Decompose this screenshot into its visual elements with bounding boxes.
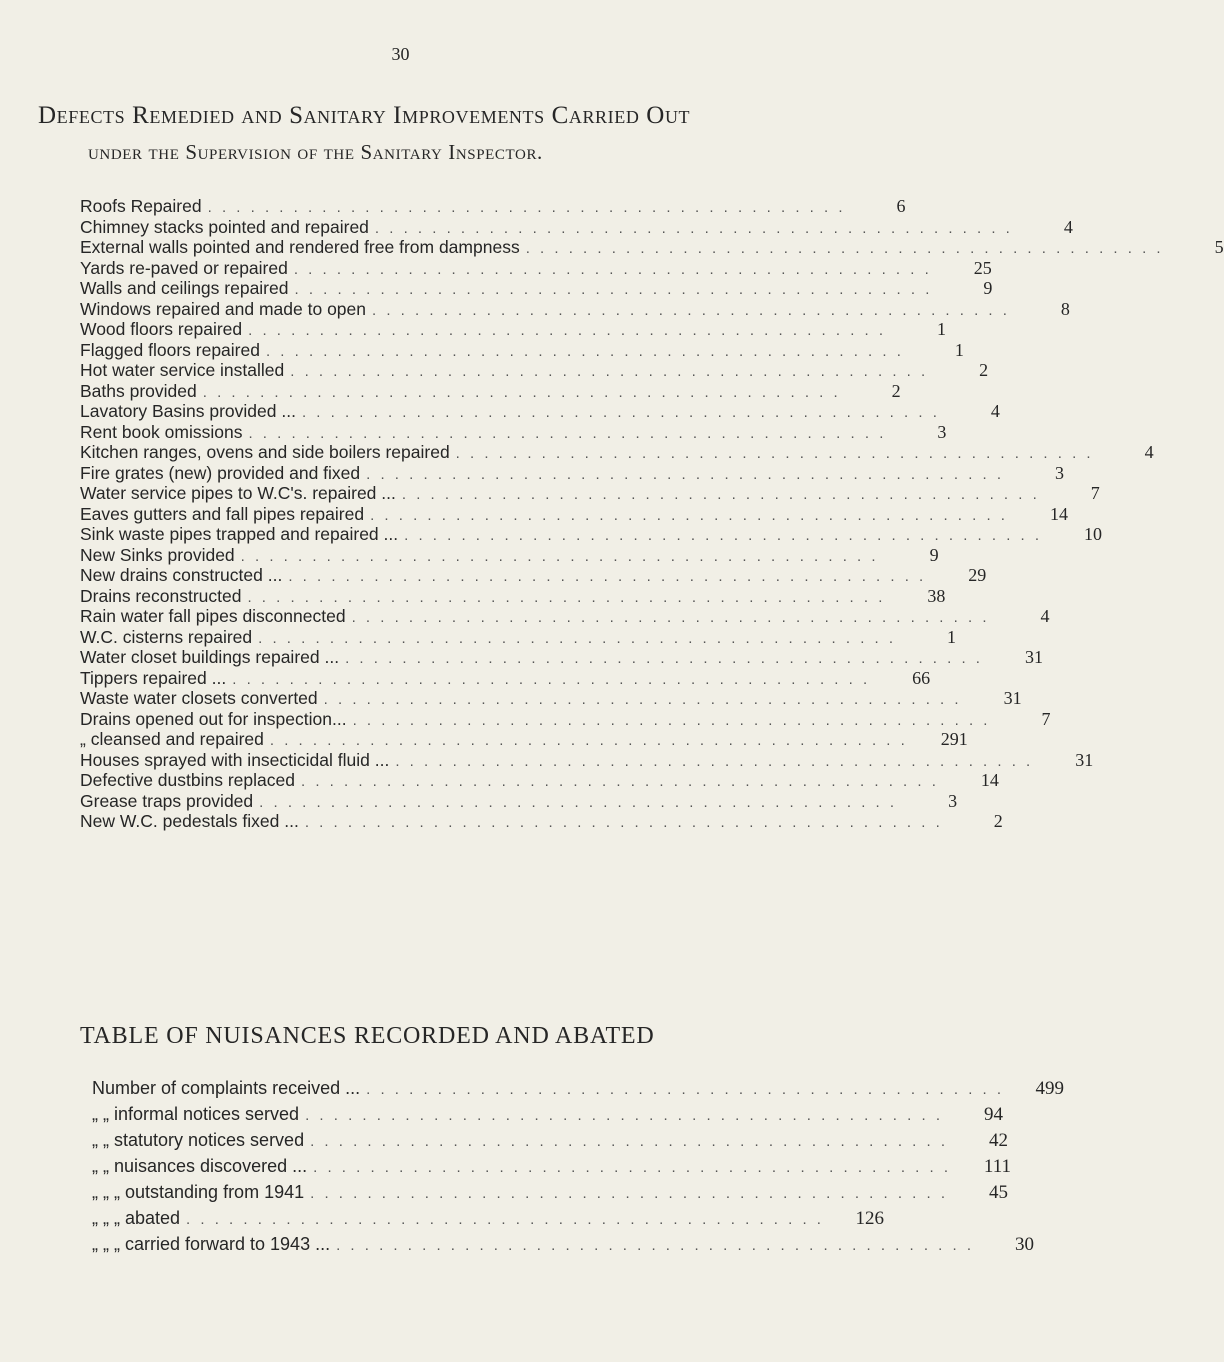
- defect-row-value: 9: [929, 544, 939, 565]
- nuisance-row-label: Number of complaints received ...: [92, 1078, 361, 1098]
- defect-row: [80, 483, 1100, 504]
- dot-leader: . . . . . . . . . . . . . . . . . . . . . . . . . . . . . . . . . . . . . . . . . . . . .: [301, 404, 940, 421]
- dot-leader: . . . . . . . . . . . . . . . . . . . . . . . . . . . . . . . . . . . . . . . . . . . . .: [366, 1081, 1005, 1098]
- defect-row-label: Walls and ceilings repaired: [80, 278, 289, 298]
- defect-row-value: 8: [1060, 298, 1070, 319]
- defect-row-value: 4: [1144, 442, 1154, 462]
- defect-row-value: 7: [1090, 483, 1100, 503]
- defect-row: [80, 421, 947, 443]
- defect-row-value: 3: [1055, 462, 1065, 483]
- defect-row: [80, 708, 1051, 730]
- defect-row-label: Drains reconstructed: [80, 585, 242, 606]
- dot-leader: . . . . . . . . . . . . . . . . . . . . . . . . . . . . . . . . . . . . . . . . . . . . .: [259, 793, 898, 811]
- defect-row-value: 14: [980, 770, 999, 790]
- defect-row: [80, 401, 1000, 422]
- defect-row-label: Eaves gutters and fall pipes repaired: [80, 503, 365, 524]
- nuisance-row: [92, 1075, 1065, 1101]
- defect-row-label: Rent book omissions: [80, 421, 243, 442]
- nuisance-row: [92, 1153, 1012, 1179]
- dot-leader: . . . . . . . . . . . . . . . . . . . . . . . . . . . . . . . . . . . . . . . . . . . . .: [395, 752, 1034, 770]
- defect-row: [80, 196, 906, 217]
- nuisances-table-title: TABLE OF NUISANCES RECORDED AND ABATED: [80, 1023, 655, 1049]
- dot-leader: . . . . . . . . . . . . . . . . . . . . . . . . . . . . . . . . . . . . . . . . . . . . .: [202, 383, 841, 401]
- defect-row-label: Windows repaired and made to open: [80, 298, 367, 319]
- defect-row-value: 14: [1049, 503, 1068, 524]
- defect-row-label: Grease traps provided: [80, 790, 254, 811]
- dot-leader: . . . . . . . . . . . . . . . . . . . . . . . . . . . . . . . . . . . . . . . . . . . . .: [265, 342, 904, 360]
- defect-row: [80, 626, 957, 648]
- defect-row-value: 10: [1084, 524, 1103, 544]
- dot-leader: . . . . . . . . . . . . . . . . . . . . . . . . . . . . . . . . . . . . . . . . . . . . .: [293, 260, 932, 278]
- defect-row-value: 4: [990, 401, 1000, 421]
- defect-row-label: Drains opened out for inspection...: [80, 708, 347, 729]
- defect-row-value: 3: [937, 421, 947, 442]
- defect-row-label: Lavatory Basins provided ...: [80, 401, 296, 421]
- defect-row-label: Water service pipes to W.C's. repaired ...: [80, 483, 396, 503]
- nuisance-row: [92, 1179, 1009, 1205]
- defect-row: [80, 278, 993, 299]
- defect-row-value: 38: [927, 585, 946, 606]
- nuisance-row-value: 42: [989, 1130, 1008, 1151]
- dot-leader: . . . . . . . . . . . . . . . . . . . . . . . . . . . . . . . . . . . . . . . . . . . . .: [290, 363, 929, 380]
- defect-row-label: New Sinks provided: [80, 544, 235, 565]
- dot-leader: . . . . . . . . . . . . . . . . . . . . . . . . . . . . . . . . . . . . . . . . . . . . .: [352, 711, 991, 729]
- nuisance-row-label: „ „ nuisances discovered ...: [92, 1156, 308, 1176]
- defect-row-value: 66: [912, 667, 931, 688]
- nuisance-row-label: „ „ „ carried forward to 1943 ...: [92, 1234, 331, 1254]
- nuisance-row-value: 499: [1035, 1078, 1065, 1099]
- defect-row: [80, 257, 992, 279]
- defect-row-label: Defective dustbins replaced: [80, 770, 295, 790]
- defect-row: [80, 729, 968, 750]
- defect-row-label: Flagged floors repaired: [80, 339, 260, 360]
- nuisance-row: [92, 1205, 884, 1231]
- defect-row-value: 2: [993, 811, 1003, 831]
- section-subheading: under the Supervision of the Sanitary Inspector.: [88, 140, 543, 164]
- dot-leader: . . . . . . . . . . . . . . . . . . . . . . . . . . . . . . . . . . . . . . . . . . . . .: [401, 486, 1040, 503]
- defect-row-label: Water closet buildings repaired ...: [80, 647, 340, 667]
- nuisance-row-value: 94: [983, 1104, 1003, 1125]
- dot-leader: . . . . . . . . . . . . . . . . . . . . . . . . . . . . . . . . . . . . . . . . . . . . .: [300, 773, 939, 790]
- defect-row: [80, 503, 1068, 525]
- defect-row: [80, 770, 999, 791]
- dot-leader: . . . . . . . . . . . . . . . . . . . . . . . . . . . . . . . . . . . . . . . . . . . . .: [455, 445, 1094, 462]
- dot-leader: . . . . . . . . . . . . . . . . . . . . . . . . . . . . . . . . . . . . . . . . . . . . .: [336, 1237, 974, 1254]
- defect-row-value: 31: [1003, 688, 1022, 708]
- defect-row: [80, 606, 1050, 627]
- defect-row-value: 1: [947, 626, 957, 647]
- defect-row: [80, 462, 1065, 484]
- defect-row: [80, 790, 958, 812]
- section-heading: Defects Remedied and Sanitary Improvements Carried Out: [38, 102, 691, 129]
- nuisance-row-value: 111: [983, 1156, 1012, 1177]
- defect-row: [80, 380, 901, 402]
- nuisance-row-label: „ „ „ outstanding from 1941: [92, 1182, 305, 1202]
- defect-row-value: 6: [896, 196, 906, 216]
- dot-leader: . . . . . . . . . . . . . . . . . . . . . . . . . . . . . . . . . . . . . . . . . . . . .: [372, 301, 1010, 319]
- defect-row: [80, 216, 1073, 238]
- dot-leader: . . . . . . . . . . . . . . . . . . . . . . . . . . . . . . . . . . . . . . . . . . . . .: [370, 506, 1008, 524]
- defect-row: [80, 544, 939, 566]
- dot-leader: . . . . . . . . . . . . . . . . . . . . . . . . . . . . . . . . . . . . . . . . . . . . .: [345, 650, 983, 667]
- defect-row: [80, 524, 1103, 545]
- dot-leader: . . . . . . . . . . . . . . . . . . . . . . . . . . . . . . . . . . . . . . . . . . . . .: [310, 1133, 948, 1150]
- defect-row-label: New W.C. pedestals fixed ...: [80, 811, 299, 831]
- nuisance-row-value: 45: [989, 1182, 1009, 1203]
- defect-row-value: 7: [1041, 708, 1051, 729]
- defect-row: [80, 565, 987, 586]
- nuisances-list: [92, 1075, 1065, 1257]
- defect-row-value: 291: [940, 729, 968, 749]
- dot-leader: . . . . . . . . . . . . . . . . . . . . . . . . . . . . . . . . . . . . . . . . . . . . .: [304, 814, 943, 831]
- defect-row-value: 1: [954, 339, 964, 360]
- dot-leader: . . . . . . . . . . . . . . . . . . . . . . . . . . . . . . . . . . . . . . . . . . . . .: [207, 199, 846, 216]
- defect-row-label: Chimney stacks pointed and repaired: [80, 216, 369, 237]
- defect-row: [80, 237, 1224, 258]
- defect-row: [80, 339, 964, 361]
- defect-row-value: 2: [891, 380, 901, 401]
- dot-leader: . . . . . . . . . . . . . . . . . . . . . . . . . . . . . . . . . . . . . . . . . . . . .: [366, 465, 1005, 483]
- dot-leader: . . . . . . . . . . . . . . . . . . . . . . . . . . . . . . . . . . . . . . . . . . . . .: [269, 732, 908, 749]
- dot-leader: . . . . . . . . . . . . . . . . . . . . . . . . . . . . . . . . . . . . . . . . . . . . .: [323, 691, 962, 708]
- dot-leader: . . . . . . . . . . . . . . . . . . . . . . . . . . . . . . . . . . . . . . . . . . . . .: [305, 1107, 943, 1124]
- nuisance-row-label: „ „ informal notices served: [92, 1104, 300, 1124]
- defect-row: [80, 811, 1003, 832]
- defect-row: [80, 585, 946, 607]
- dot-leader: . . . . . . . . . . . . . . . . . . . . . . . . . . . . . . . . . . . . . . . . . . . . .: [247, 588, 886, 606]
- dot-leader: . . . . . . . . . . . . . . . . . . . . . . . . . . . . . . . . . . . . . . . . . . . . .: [351, 609, 990, 626]
- defect-row-label: New drains constructed ...: [80, 565, 283, 585]
- defect-row-label: „ cleansed and repaired: [80, 729, 264, 749]
- defect-row: [80, 647, 1043, 668]
- nuisance-row-label: „ „ statutory notices served: [92, 1130, 305, 1150]
- defect-row-value: 25: [973, 257, 992, 278]
- dot-leader: . . . . . . . . . . . . . . . . . . . . . . . . . . . . . . . . . . . . . . . . . . . . .: [248, 322, 887, 339]
- dot-leader: . . . . . . . . . . . . . . . . . . . . . . . . . . . . . . . . . . . . . . . . . . . . .: [310, 1185, 949, 1202]
- dot-leader: . . . . . . . . . . . . . . . . . . . . . . . . . . . . . . . . . . . . . . . . . . . . .: [525, 240, 1164, 257]
- defect-row-label: Houses sprayed with insecticidal fluid ...: [80, 749, 390, 770]
- defect-row: [80, 442, 1154, 463]
- defect-row-label: Baths provided: [80, 380, 197, 401]
- defect-row: [80, 667, 931, 689]
- defect-row-label: Wood floors repaired: [80, 319, 243, 339]
- nuisance-row-value: 30: [1015, 1234, 1034, 1255]
- defect-row-label: Tippers repaired ...: [80, 667, 227, 688]
- defect-row: [80, 749, 1094, 771]
- defect-row-label: Kitchen ranges, ovens and side boilers repaired: [80, 442, 450, 462]
- dot-leader: . . . . . . . . . . . . . . . . . . . . . . . . . . . . . . . . . . . . . . . . . . . . .: [294, 281, 933, 298]
- dot-leader: . . . . . . . . . . . . . . . . . . . . . . . . . . . . . . . . . . . . . . . . . . . . .: [374, 219, 1013, 237]
- defect-row-value: 4: [1040, 606, 1050, 626]
- nuisance-row: [92, 1101, 1003, 1127]
- defect-row-value: 1: [937, 319, 947, 339]
- dot-leader: . . . . . . . . . . . . . . . . . . . . . . . . . . . . . . . . . . . . . . . . . . . . .: [232, 670, 871, 688]
- defect-row-label: W.C. cisterns repaired: [80, 626, 253, 647]
- defect-row: [80, 360, 989, 381]
- dot-leader: . . . . . . . . . . . . . . . . . . . . . . . . . . . . . . . . . . . . . . . . . . . . .: [288, 568, 927, 585]
- defect-row-label: Rain water fall pipes disconnected: [80, 606, 346, 626]
- defect-row-label: Hot water service installed: [80, 360, 285, 380]
- defect-row: [80, 298, 1070, 320]
- defects-list: [80, 196, 1224, 832]
- nuisance-row-value: 126: [855, 1208, 884, 1229]
- defect-row-value: 3: [948, 790, 958, 811]
- defect-row: [80, 688, 1022, 709]
- nuisance-row: [92, 1231, 1034, 1257]
- defect-row: [80, 319, 947, 340]
- defect-row-label: Waste water closets converted: [80, 688, 318, 708]
- dot-leader: . . . . . . . . . . . . . . . . . . . . . . . . . . . . . . . . . . . . . . . . . . . . .: [313, 1159, 952, 1176]
- defect-row-value: 9: [983, 278, 993, 298]
- dot-leader: . . . . . . . . . . . . . . . . . . . . . . . . . . . . . . . . . . . . . . . . . . . . .: [404, 527, 1043, 544]
- nuisance-row-label: „ „ „ abated: [92, 1208, 181, 1228]
- defect-row-label: Sink waste pipes trapped and repaired ...: [80, 524, 399, 544]
- nuisance-row: [92, 1127, 1008, 1153]
- defect-row-value: 2: [979, 360, 989, 380]
- defect-row-value: 4: [1063, 216, 1073, 237]
- defect-row-label: Roofs Repaired: [80, 196, 202, 216]
- dot-leader: . . . . . . . . . . . . . . . . . . . . . . . . . . . . . . . . . . . . . . . . . . . . .: [258, 629, 897, 647]
- defect-row-label: Yards re-paved or repaired: [80, 257, 288, 278]
- dot-leader: . . . . . . . . . . . . . . . . . . . . . . . . . . . . . . . . . . . . . . . . . . . . .: [186, 1211, 824, 1228]
- dot-leader: . . . . . . . . . . . . . . . . . . . . . . . . . . . . . . . . . . . . . . . . . . . . .: [240, 547, 879, 565]
- defect-row-value: 31: [1075, 749, 1094, 770]
- dot-leader: . . . . . . . . . . . . . . . . . . . . . . . . . . . . . . . . . . . . . . . . . . . . .: [248, 424, 887, 442]
- page-number: 30: [391, 44, 410, 64]
- defect-row-value: 5: [1214, 237, 1224, 257]
- defect-row-label: External walls pointed and rendered free from dampness: [80, 237, 520, 257]
- defect-row-label: Fire grates (new) provided and fixed: [80, 462, 361, 483]
- defect-row-value: 31: [1024, 647, 1043, 667]
- defect-row-value: 29: [968, 565, 987, 585]
